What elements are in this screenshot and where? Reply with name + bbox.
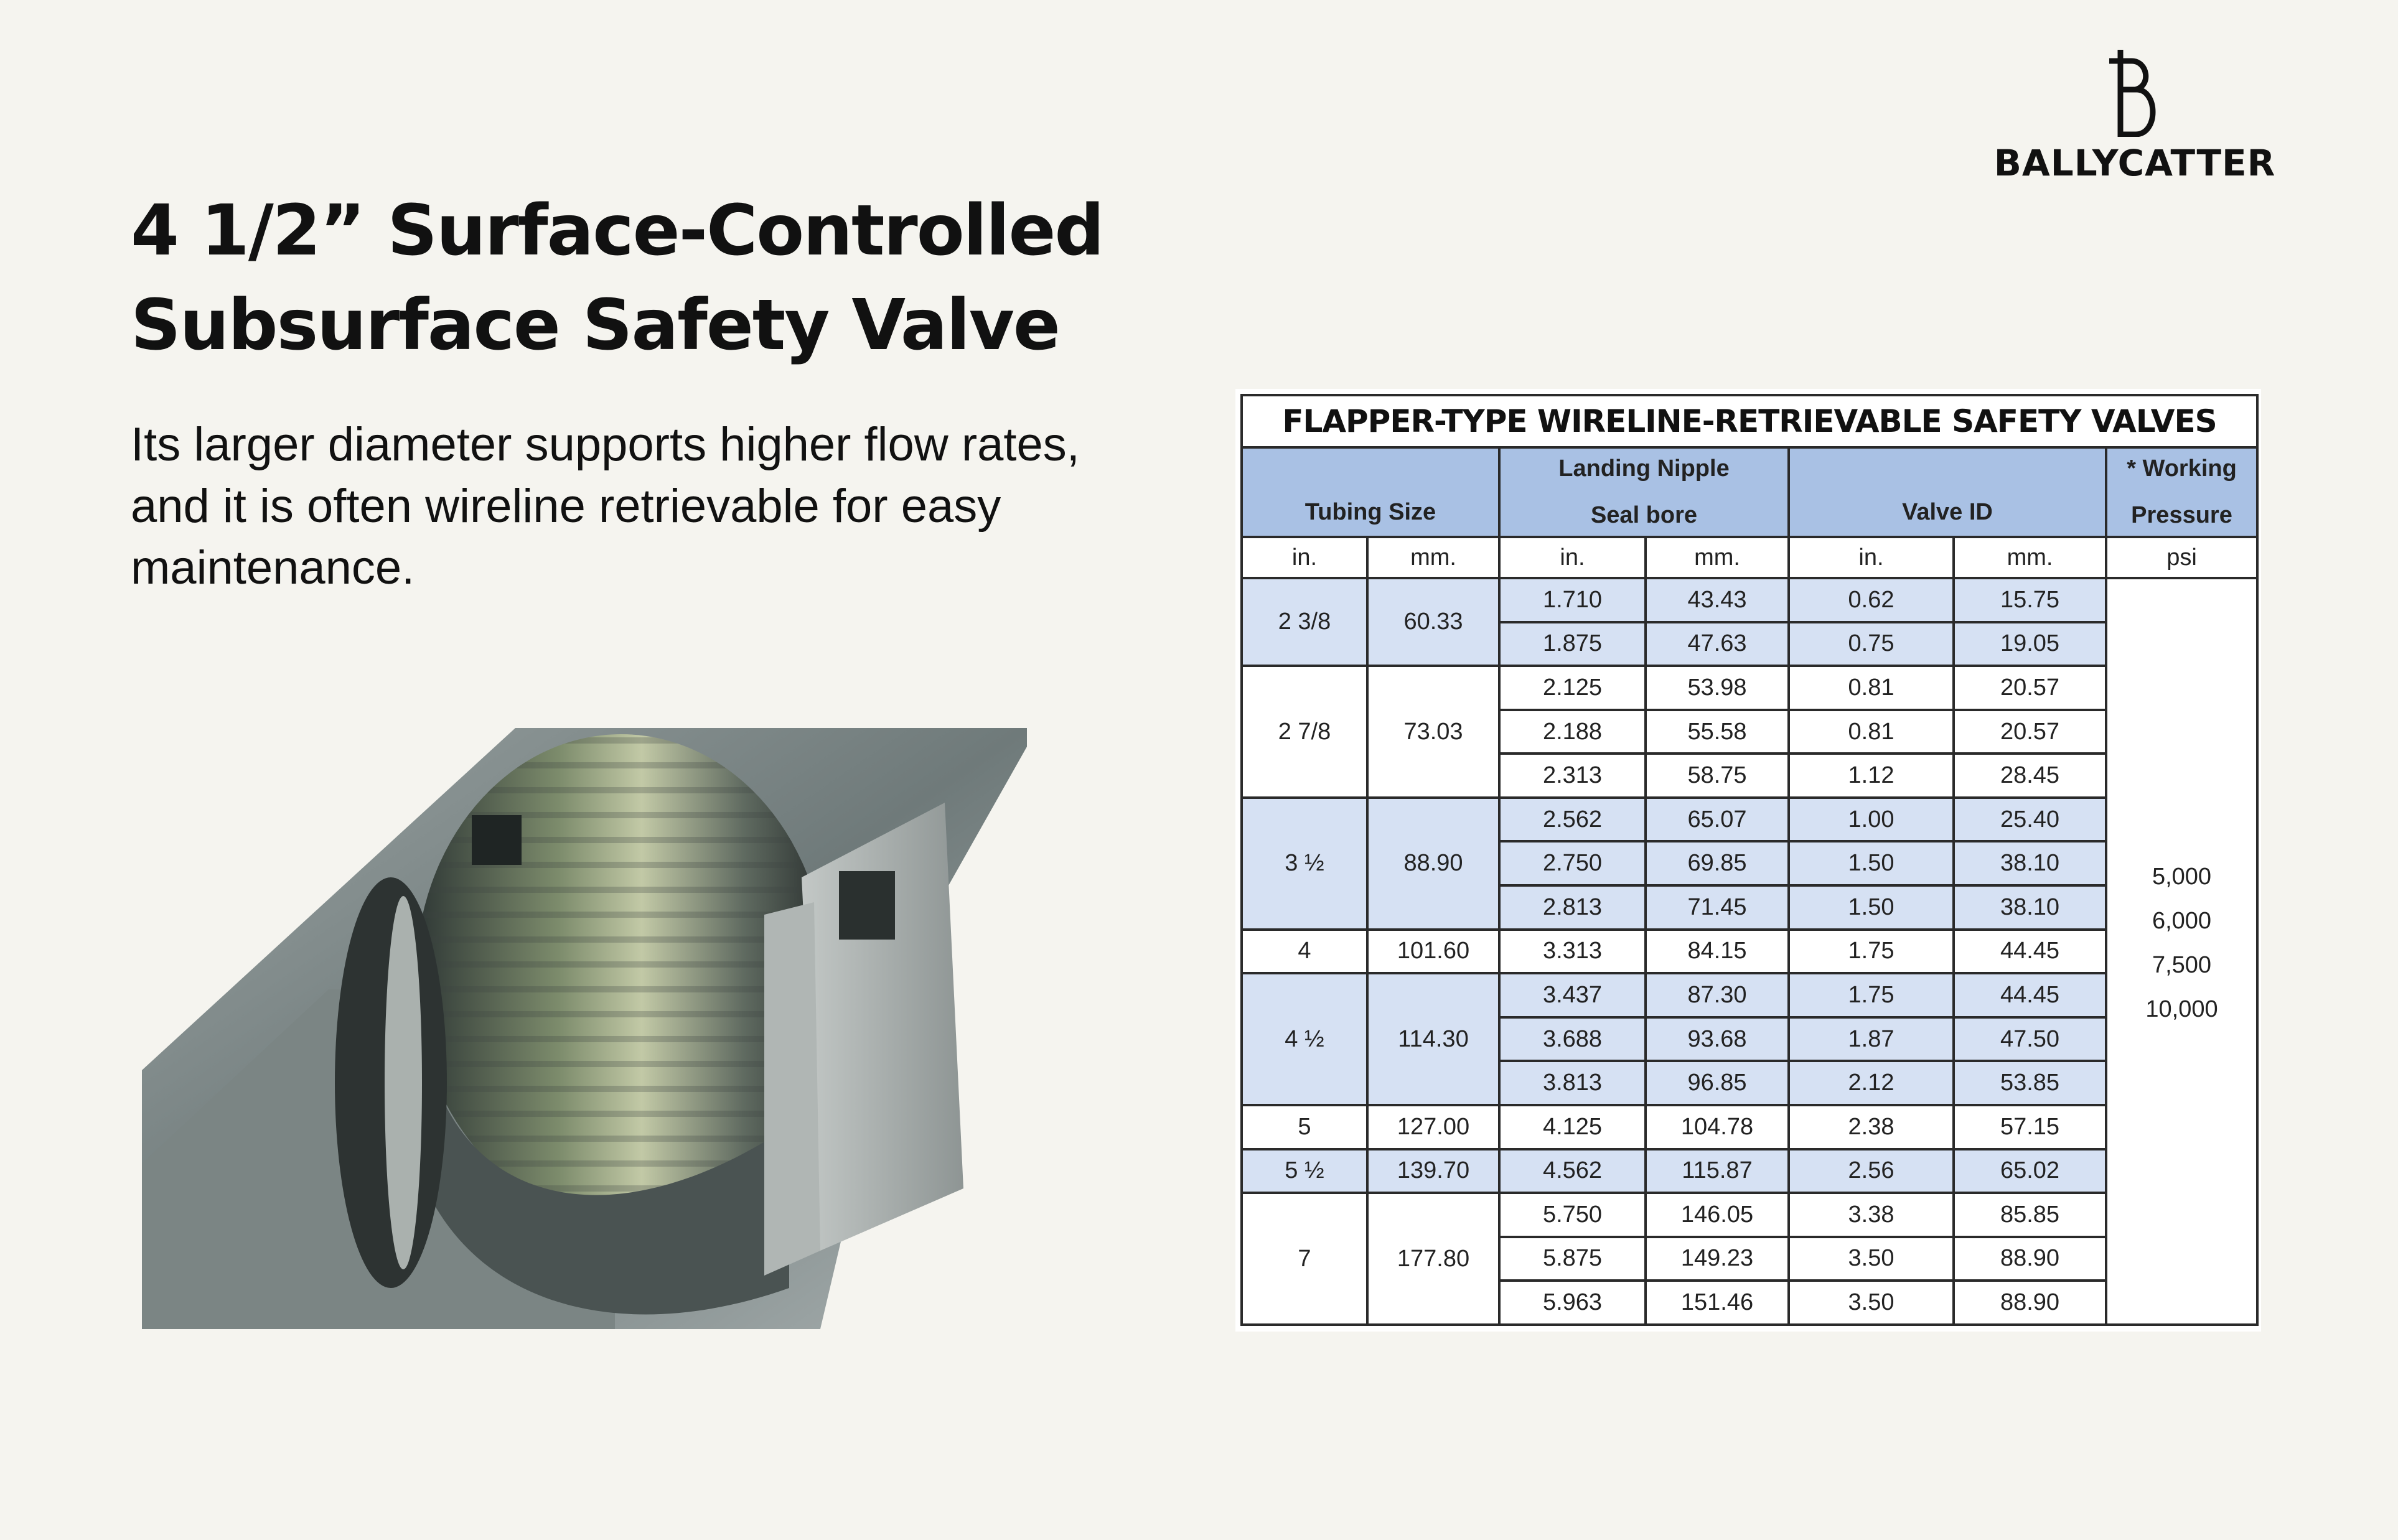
seal-bore-in-cell: 1.875 — [1499, 622, 1646, 666]
valve-id-in-cell: 1.12 — [1789, 754, 1954, 798]
valve-id-mm-cell: 15.75 — [1954, 578, 2106, 622]
tubing-size-in-cell: 2 7/8 — [1242, 666, 1367, 798]
seal-bore-in-cell: 4.125 — [1499, 1105, 1646, 1149]
valve-id-mm-cell: 88.90 — [1954, 1237, 2106, 1281]
seal-bore-in-cell: 5.963 — [1499, 1281, 1646, 1325]
unit-cell: mm. — [1954, 537, 2106, 578]
seal-bore-in-cell: 3.688 — [1499, 1017, 1646, 1062]
valve-id-in-cell: 3.50 — [1789, 1281, 1954, 1325]
valve-id-mm-cell: 19.05 — [1954, 622, 2106, 666]
tubing-size-mm-cell: 73.03 — [1367, 666, 1499, 798]
valve-id-in-cell: 1.50 — [1789, 885, 1954, 930]
tubing-size-in-cell: 4 — [1242, 930, 1367, 974]
table-row — [1242, 1193, 2257, 1237]
valve-id-in-cell: 2.38 — [1789, 1105, 1954, 1149]
seal-bore-mm-cell: 43.43 — [1646, 578, 1789, 622]
seal-bore-in-cell: 3.437 — [1499, 973, 1646, 1017]
seal-bore-mm-cell: 47.63 — [1646, 622, 1789, 666]
unit-cell: mm. — [1367, 537, 1499, 578]
page-title-line-1: 4 1/2” Surface-Controlled — [131, 190, 1103, 271]
seal-bore-mm-cell: 115.87 — [1646, 1149, 1789, 1193]
valve-id-in-cell: 0.81 — [1789, 710, 1954, 754]
unit-cell: in. — [1789, 537, 1954, 578]
brand-name: BALLYCATTER — [1993, 142, 2276, 184]
seal-bore-mm-cell: 93.68 — [1646, 1017, 1789, 1062]
seal-bore-mm-cell: 87.30 — [1646, 973, 1789, 1017]
seal-bore-in-cell: 1.710 — [1499, 578, 1646, 622]
valve-id-mm-cell: 38.10 — [1954, 841, 2106, 885]
valve-id-in-cell: 1.50 — [1789, 841, 1954, 885]
seal-bore-in-cell: 3.313 — [1499, 930, 1646, 974]
valve-id-in-cell: 1.87 — [1789, 1017, 1954, 1062]
seal-bore-mm-cell: 104.78 — [1646, 1105, 1789, 1149]
tubing-size-in-cell: 5 ½ — [1242, 1149, 1367, 1193]
safety-valve-cutaway-image — [142, 728, 1027, 1329]
seal-bore-mm-cell: 151.46 — [1646, 1281, 1789, 1325]
working-pressure-value: 5,000 — [2152, 864, 2212, 890]
valve-id-mm-cell: 25.40 — [1954, 798, 2106, 842]
working-pressure-value: 10,000 — [2145, 996, 2218, 1022]
seal-bore-mm-cell: 69.85 — [1646, 841, 1789, 885]
tubing-size-mm-cell: 60.33 — [1367, 578, 1499, 666]
valve-id-mm-cell: 20.57 — [1954, 666, 2106, 710]
valve-id-mm-cell: 28.45 — [1954, 754, 2106, 798]
unit-cell: mm. — [1646, 537, 1789, 578]
seal-bore-in-cell: 2.562 — [1499, 798, 1646, 842]
valve-id-in-cell: 0.62 — [1789, 578, 1954, 622]
table-row — [1242, 798, 2257, 842]
unit-cell: in. — [1242, 537, 1367, 578]
seal-bore-mm-cell: 55.58 — [1646, 710, 1789, 754]
seal-bore-mm-cell: 96.85 — [1646, 1061, 1789, 1105]
valve-id-mm-cell: 20.57 — [1954, 710, 2106, 754]
valve-id-in-cell: 0.75 — [1789, 622, 1954, 666]
description-text: Its larger diameter supports higher flow rates, and it is often wireline retrievable for easy maintenance. — [131, 418, 1080, 594]
table-row — [1242, 1105, 2257, 1149]
table-row — [1242, 1149, 2257, 1193]
valve-id-in-cell: 3.50 — [1789, 1237, 1954, 1281]
table-row — [1242, 930, 2257, 974]
valve-id-in-cell: 3.38 — [1789, 1193, 1954, 1237]
page-title-line-2: Subsurface Safety Valve — [131, 285, 1059, 366]
header-valve-id-label: Valve ID — [1902, 499, 1993, 525]
table-row — [1242, 666, 2257, 710]
tubing-size-mm-cell: 114.30 — [1367, 973, 1499, 1105]
valve-id-in-cell: 2.56 — [1789, 1149, 1954, 1193]
seal-bore-in-cell: 2.125 — [1499, 666, 1646, 710]
tubing-size-mm-cell: 88.90 — [1367, 798, 1499, 930]
valve-id-mm-cell: 85.85 — [1954, 1193, 2106, 1237]
valve-id-in-cell: 1.75 — [1789, 973, 1954, 1017]
units-row — [1242, 537, 2257, 578]
seal-bore-mm-cell: 71.45 — [1646, 885, 1789, 930]
tubing-size-mm-cell: 139.70 — [1367, 1149, 1499, 1193]
table-row — [1242, 578, 2257, 622]
valve-id-mm-cell: 88.90 — [1954, 1281, 2106, 1325]
seal-bore-mm-cell: 84.15 — [1646, 930, 1789, 974]
tubing-size-in-cell: 5 — [1242, 1105, 1367, 1149]
tubing-size-mm-cell: 101.60 — [1367, 930, 1499, 974]
valve-id-in-cell: 1.00 — [1789, 798, 1954, 842]
seal-bore-in-cell: 2.813 — [1499, 885, 1646, 930]
seal-bore-in-cell: 5.875 — [1499, 1237, 1646, 1281]
table-body — [1242, 578, 2257, 1325]
page-title — [131, 184, 1189, 373]
tubing-size-in-cell: 4 ½ — [1242, 973, 1367, 1105]
header-pressure-line-1: * Working — [2127, 455, 2237, 482]
safety-valve-spec-table — [1235, 389, 2261, 1332]
seal-bore-in-cell: 2.188 — [1499, 710, 1646, 754]
valve-id-mm-cell: 44.45 — [1954, 973, 2106, 1017]
seal-bore-in-cell: 4.562 — [1499, 1149, 1646, 1193]
seal-bore-in-cell: 3.813 — [1499, 1061, 1646, 1105]
working-pressure-value: 6,000 — [2152, 908, 2212, 934]
valve-id-mm-cell: 57.15 — [1954, 1105, 2106, 1149]
valve-id-mm-cell: 53.85 — [1954, 1061, 2106, 1105]
seal-bore-mm-cell: 58.75 — [1646, 754, 1789, 798]
header-tubing-size-label: Tubing Size — [1304, 499, 1436, 525]
valve-id-in-cell: 0.81 — [1789, 666, 1954, 710]
valve-id-mm-cell: 65.02 — [1954, 1149, 2106, 1193]
seal-bore-mm-cell: 146.05 — [1646, 1193, 1789, 1237]
header-landing-nipple — [1499, 447, 1789, 537]
tubing-size-in-cell: 7 — [1242, 1193, 1367, 1325]
brand-logo — [1992, 50, 2278, 187]
valve-id-in-cell: 1.75 — [1789, 930, 1954, 974]
header-landing-nipple-line-2: Seal bore — [1590, 502, 1698, 528]
header-tubing-size — [1242, 447, 1499, 537]
unit-cell: in. — [1499, 537, 1646, 578]
seal-bore-in-cell: 5.750 — [1499, 1193, 1646, 1237]
seal-bore-in-cell: 2.313 — [1499, 754, 1646, 798]
tubing-size-mm-cell: 127.00 — [1367, 1105, 1499, 1149]
table-row — [1242, 973, 2257, 1017]
seal-bore-mm-cell: 149.23 — [1646, 1237, 1789, 1281]
seal-bore-mm-cell: 65.07 — [1646, 798, 1789, 842]
tubing-size-in-cell: 3 ½ — [1242, 798, 1367, 930]
valve-id-mm-cell: 38.10 — [1954, 885, 2106, 930]
tubing-size-in-cell: 2 3/8 — [1242, 578, 1367, 666]
header-pressure-line-2: Pressure — [2131, 502, 2232, 528]
unit-cell: psi — [2106, 537, 2257, 578]
working-pressure-value: 7,500 — [2152, 952, 2212, 978]
header-valve-id — [1789, 447, 2106, 537]
seal-bore-mm-cell: 53.98 — [1646, 666, 1789, 710]
header-working-pressure — [2106, 447, 2257, 537]
header-landing-nipple-line-1: Landing Nipple — [1558, 455, 1730, 482]
valve-id-in-cell: 2.12 — [1789, 1061, 1954, 1105]
table-title: FLAPPER-TYPE WIRELINE-RETRIEVABLE SAFETY VALVES — [1242, 395, 2257, 447]
ballycatter-b-logo-icon — [2107, 50, 2163, 137]
valve-id-mm-cell: 47.50 — [1954, 1017, 2106, 1062]
seal-bore-in-cell: 2.750 — [1499, 841, 1646, 885]
working-pressure-cell — [2106, 578, 2257, 1325]
valve-id-mm-cell: 44.45 — [1954, 930, 2106, 974]
tubing-size-mm-cell: 177.80 — [1367, 1193, 1499, 1325]
